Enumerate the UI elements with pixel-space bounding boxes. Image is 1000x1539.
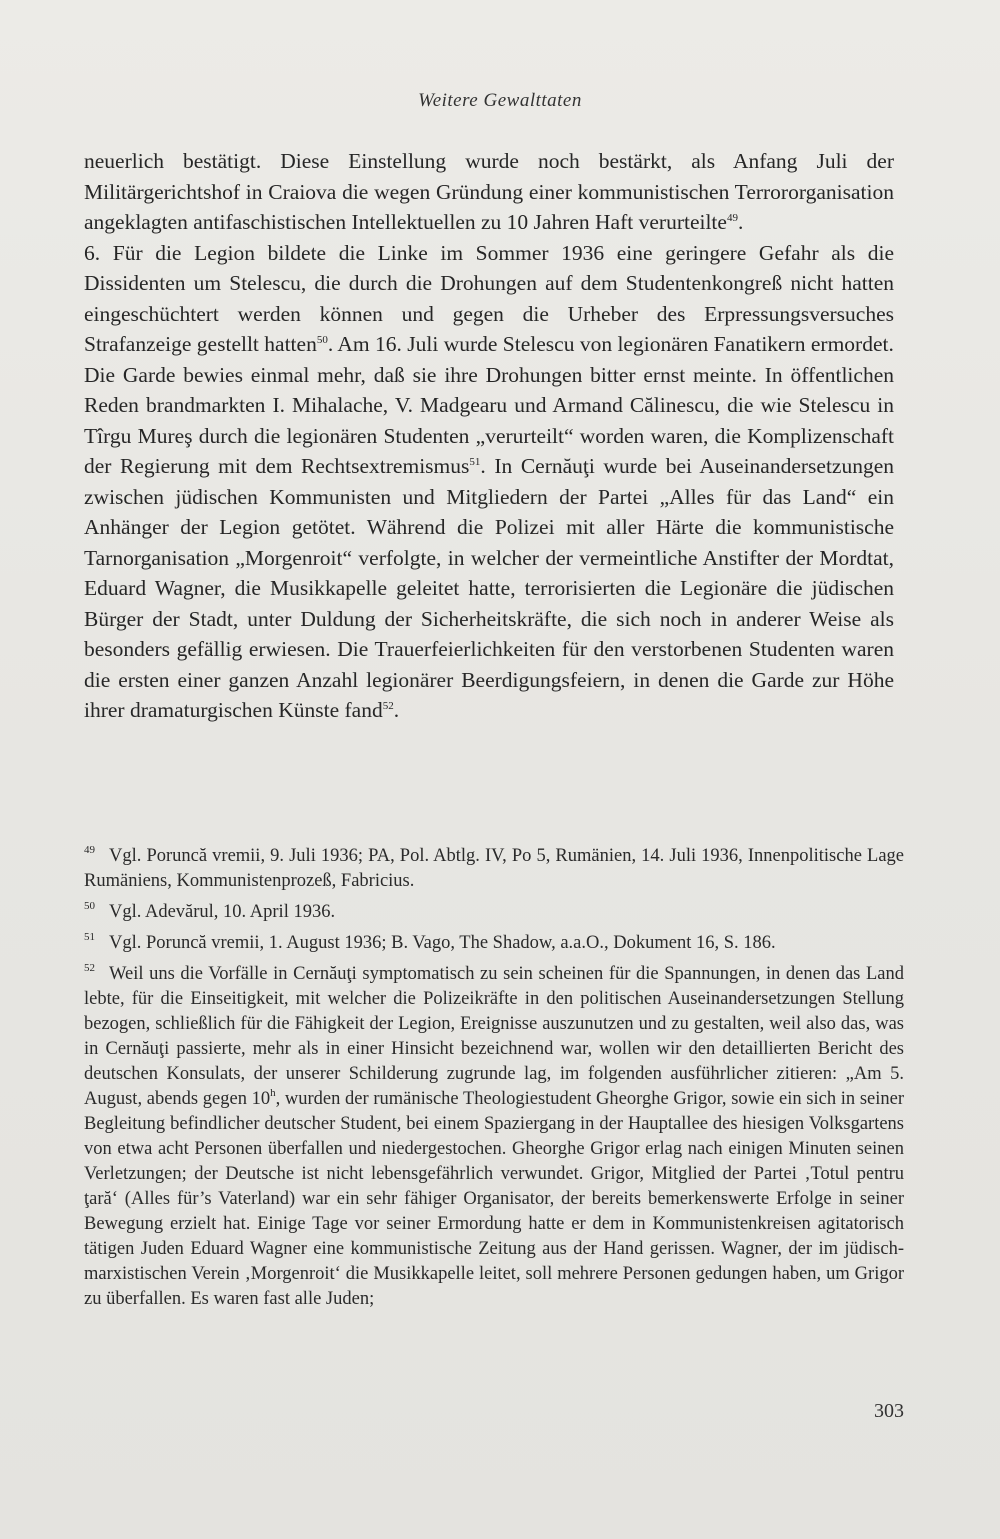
footnote-text: Vgl. Poruncă vremii, 1. August 1936; B. Vago, The Shadow, a.a.O., Dokument 16, S. 186. (109, 933, 776, 953)
footnote-52 (84, 956, 904, 1312)
footnote-ref-52: 52 (382, 700, 394, 712)
footnote-51 (84, 925, 904, 956)
paragraph-3 (84, 360, 894, 726)
footnote-number: 51 (84, 931, 95, 943)
footnote-ref-50: 50 (316, 334, 328, 346)
paragraph-text: . In Cernăuţi wurde bei Auseinandersetzungen zwischen jüdischen Kommunisten und Mitgliedern der Partei „Alles für das Land“ ein Anhänger der Legion getötet. Während die Polizei mit aller Härte die kommunistische Tarnorganisation „Morgenroit“ verfolgte, in welcher der vermeintliche Anstifter der Mordtat, Eduard Wagner, die Musikkapelle geleitet hatte, terrorisierten die Legionäre die jüdischen Bürger der Stadt, unter Duldung der Sicherheitskräfte, die sich noch in anderer Weise als besonders gefällig erwiesen. Die Trauerfeierlichkeiten für den verstorbenen Studenten waren die ersten einer ganzen Anzahl legionärer Beerdigungsfeiern, in denen die Garde zur Höhe ihrer dramaturgischen Künste fand (84, 454, 895, 722)
paragraph-text: Die Garde bewies einmal mehr, daß sie ihre Drohungen bitter ernst meinte. In öffentlichen Reden brandmarkten I. Mihalache, V. Madgearu und Armand Călinescu, die wie Stelescu in Tîrgu Mureş durch die legionären Studenten „verurteilt“ worden waren, die Komplizenschaft der Regierung mit dem Rechtsextremismus (84, 362, 894, 478)
footnote-text: , wurden der rumänische Theologiestudent Gheorghe Grigor, sowie ein sich in seiner Begleitung befindlicher deutscher Student, bei einem Spaziergang in der Hauptallee des hiesigen Volksgartens von etwa acht Personen überfallen und niedergestochen. Gheorghe Grigor erlag nach einigen Minuten seinen Verletzungen; der Deutsche ist nicht lebensgefährlich verwundet. Grigor, Mitglied der Partei ‚Totul pentru ţară‘ (Alles für’s Vaterland) war ein sehr fähiger Organisator, der bereits bemerkenswerte Erfolge in seiner Bewegung erzielt hat. Einige Tage vor seiner Ermordung hatte er dem in Kommunistenkreisen agitatorisch tätigen Juden Eduard Wagner eine kommunistische Zeitung aus der Hand gerissen. Wagner, der im jüdisch-marxistischen Verein ‚Morgenroit‘ die Musikkapelle leitet, soll mehrere Personen gedungen haben, um Grigor zu überfallen. Es waren fast alle Juden; (84, 1089, 904, 1309)
paragraph-text: . Am 16. Juli wurde Stelescu von legionären Fanatikern ermordet. (327, 332, 894, 356)
footnote-text: Weil uns die Vorfälle in Cernăuţi symptomatisch zu sein scheinen für die Spannungen, in denen das Land lebte, für die Einseitigkeit, mit welcher die Polizeikräfte in den politischen Auseinandersetzungen Stellung bezogen, schließlich für die Fähigkeit der Legion, Ereignisse auszunutzen und zu gestalten, weil also das, was in Cernăuţi passierte, mehr als in einer Hinsicht bezeichnend war, wollen wir den detaillierten Bericht des deutschen Konsulats, der unserer Schilderung zugrunde lag, im folgenden ausführlicher zitieren: „Am 5. August, abends gegen 10 (84, 964, 904, 1109)
paragraph-text: . (737, 210, 744, 234)
page-number: 303 (874, 1400, 904, 1422)
footnote-text: Vgl. Poruncă vremii, 9. Juli 1936; PA, Pol. Abtlg. IV, Po 5, Rumänien, 14. Juli 1936, Innenpolitische Lage Rumäniens, Kommunistenprozeß, Fabricius. (84, 846, 904, 891)
paragraph-text: . (393, 698, 400, 722)
footnote-49 (84, 838, 904, 894)
footnote-text: Vgl. Adevărul, 10. April 1936. (109, 902, 336, 922)
footnote-number: 50 (84, 900, 95, 912)
running-head: Weitere Gewalttaten (418, 90, 582, 111)
footnote-number: 52 (84, 962, 95, 974)
paragraph-text: 6. Für die Legion bildete die Linke im Sommer 1936 eine geringere Gefahr als die Dissidenten um Stelescu, die durch die Drohungen auf dem Studentenkongreß nicht hatten eingeschüchtert werden können und gegen die Urheber des Erpressungsversuches Strafanzeige gestellt hatten (84, 240, 894, 356)
superscript-h: h (270, 1087, 276, 1099)
paragraph-2 (84, 238, 894, 360)
body-text (84, 146, 894, 726)
paragraph-text: neuerlich bestätigt. Diese Einstellung wurde noch bestärkt, als Anfang Juli der Militärgerichtshof in Craiova die wegen Gründung einer kommunistischen Terrororganisation angeklagten antifaschistischen Intellektuellen zu 10 Jahren Haft verurteilte (84, 149, 894, 234)
footnote-50 (84, 894, 904, 925)
paragraph-1 (84, 146, 894, 238)
footnote-number: 49 (84, 844, 95, 856)
footnotes (84, 838, 904, 1312)
footnote-ref-51: 51 (469, 456, 481, 468)
footnote-ref-49: 49 (726, 212, 738, 224)
